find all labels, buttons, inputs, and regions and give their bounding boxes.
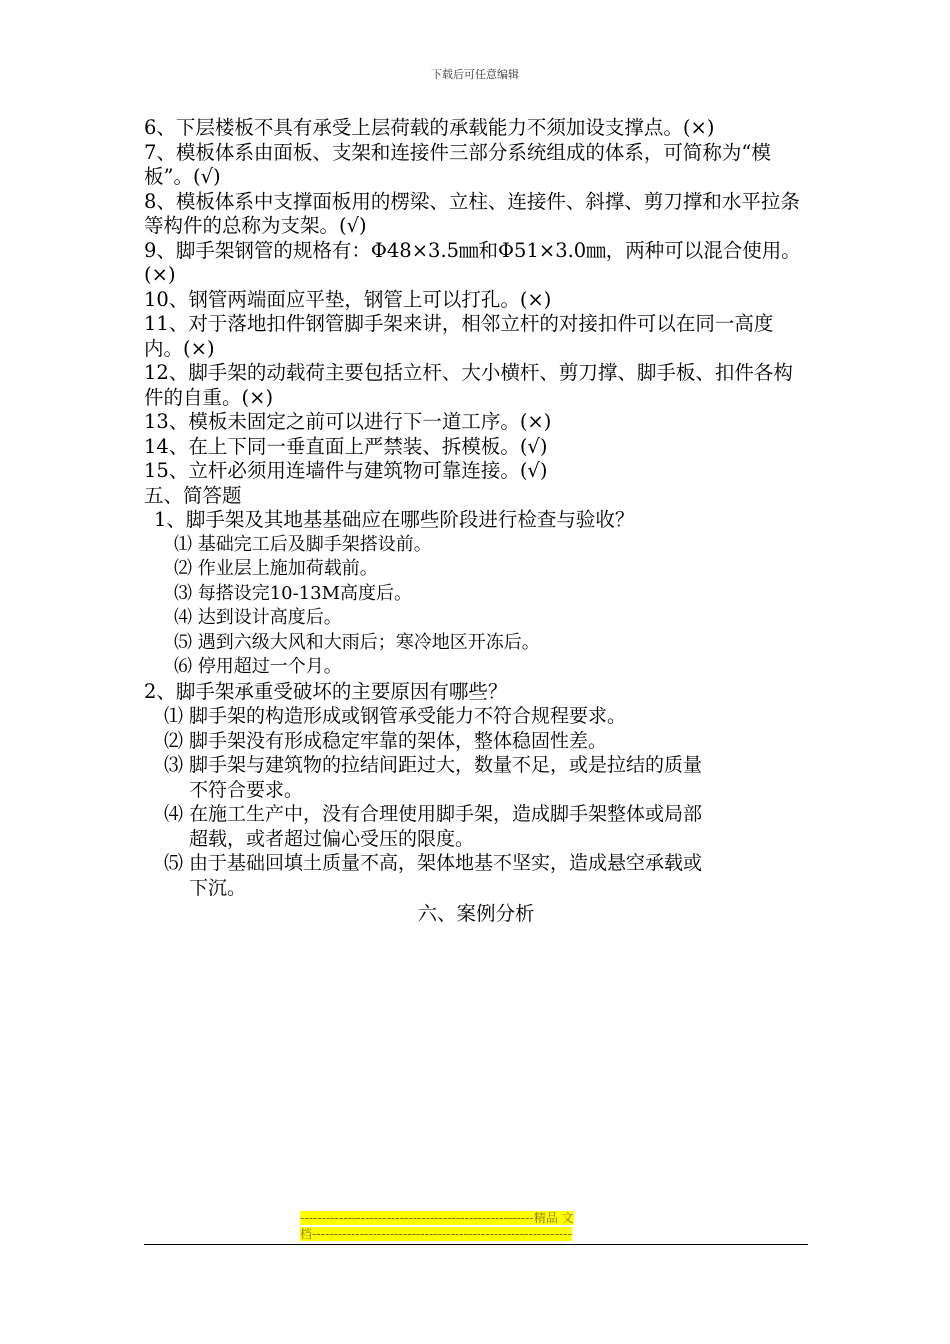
section-5-title: 五、简答题 [144,483,242,507]
q2-answer-3-continuation: 不符合要求。 [189,778,304,801]
q2-answer-5-continuation: 下沉。 [189,876,247,899]
q1-answer-4: ⑷ 达到设计高度后。 [174,607,342,628]
section-6-title: 六、案例分析 [417,902,535,925]
q1-answer-6: ⑹ 停用超过一个月。 [174,656,342,677]
q2-answer-5-text: ⑸ 由于基础回填土质量不高，架体地基不坚实，造成悬空承载或 [164,852,703,874]
q2-answer-1-text: ⑴ 脚手架的构造形成或钢管承受能力不符合规程要求。 [164,705,627,727]
judgement-12: 12、脚手架的动载荷主要包括立杆、大小横杆、剪刀撑、脚手板、扣件各构件的自重。(×) [144,361,793,409]
q2-answer-3-text: ⑶ 脚手架与建筑物的拉结间距过大，数量不足，或是拉结的质量 [164,754,703,776]
judgement-9: 9、脚手架钢管的规格有：Φ48×3.5㎜和Φ51×3.0㎜，两种可以混合使用。(×) [144,238,801,286]
q1-answer-5: ⑸ 遇到六级大风和大雨后；寒冷地区开冻后。 [174,631,540,653]
q1-answer-1: ⑴ 基础完工后及脚手架搭设前。 [174,533,432,555]
question-1: 1、脚手架及其地基基础应在哪些阶段进行检查与验收？ [154,508,635,531]
q2-answer-1 [144,704,808,729]
q2-answer-4 [144,802,808,851]
footer-line-2: 档------------------------------------------------------------ [300,1227,572,1241]
question-2: 2、脚手架承重受破坏的主要原因有哪些？ [144,679,508,703]
q2-answer-4-continuation: 超载，或者超过偏心受压的限度。 [189,827,475,850]
q2-answer-5 [144,851,808,900]
judgement-8: 8、模板体系中支撑面板用的楞梁、立柱、连接件、斜撑、剪刀撑和水平拉条等构件的总称为支架。(√) [144,189,800,237]
judgement-6: 6、下层楼板不具有承受上层荷载的承载能力不须加设支撑点。(×) [144,116,715,139]
judgement-15: 15、立杆必须用连墙件与建筑物可靠连接。(√) [144,459,548,482]
footer-watermark [300,1210,650,1242]
document-body [144,116,808,927]
judgement-13: 13、模板未固定之前可以进行下一道工序。(×) [144,410,552,433]
footer-line-1: ------------------------------------------------------精品 文 [300,1211,574,1225]
footer-divider [144,1244,808,1245]
judgement-14: 14、在上下同一垂直面上严禁装、拆模板。(√) [144,434,548,458]
q1-answer-2: ⑵ 作业层上施加荷载前。 [174,558,378,579]
judgement-7: 7、模板体系由面板、支架和连接件三部分系统组成的体系，可简称为“模板”。(√) [144,140,771,188]
page-header: 下载后可任意编辑 [431,68,519,81]
q2-answer-4-text: ⑷ 在施工生产中，没有合理使用脚手架，造成脚手架整体或局部 [164,803,703,825]
q1-answer-3: ⑶ 每搭设完10-13M高度后。 [174,582,413,604]
q2-answer-2 [144,729,808,754]
judgement-11: 11、对于落地扣件钢管脚手架来讲，相邻立杆的对接扣件可以在同一高度内。(×) [144,312,774,360]
q2-answer-3 [144,753,808,802]
judgement-10: 10、钢管两端面应平垫，钢管上可以打孔。(×) [144,287,552,311]
q2-answer-2-text: ⑵ 脚手架没有形成稳定牢靠的架体，整体稳固性差。 [164,729,608,752]
